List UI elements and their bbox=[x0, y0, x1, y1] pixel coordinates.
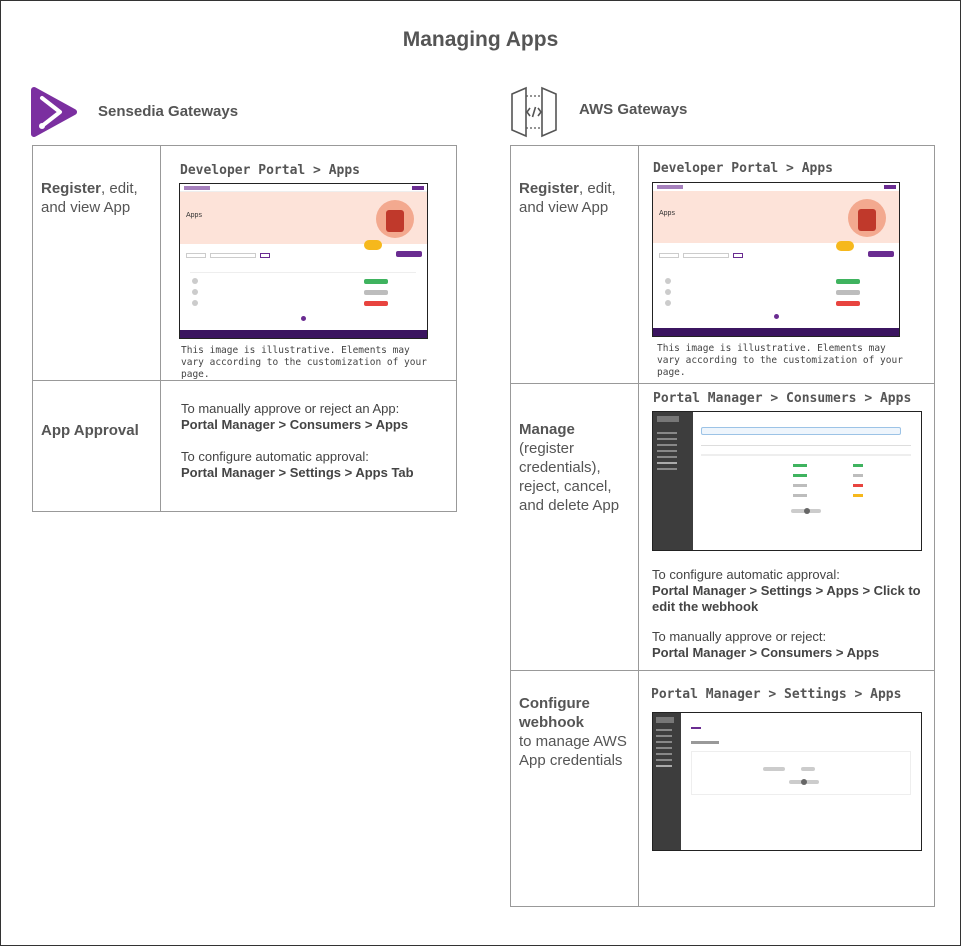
aws-dev-portal-screenshot: Apps bbox=[652, 182, 900, 337]
aws-settings-apps-screenshot bbox=[652, 712, 922, 851]
aws-row1-note: This image is illustrative. Elements may vary according to the customization of your page. bbox=[657, 343, 903, 378]
sensedia-heading: Sensedia Gateways bbox=[98, 103, 239, 120]
page-title: Managing Apps bbox=[402, 28, 559, 51]
sensedia-row1-note: This image is illustrative. Elements may vary according to the customization of your page. bbox=[181, 345, 427, 380]
sensedia-row2-text: To manually approve or reject an App: Portal Manager > Consumers > Apps To configure automatic approval: Portal Manager > Settings > Apps Tab bbox=[181, 401, 414, 480]
aws-heading: AWS Gateways bbox=[579, 101, 688, 118]
sensedia-row1-label: Register, edit, and view App bbox=[41, 180, 138, 216]
aws-row3-label: Configure webhook to manage AWS App credentials bbox=[519, 695, 627, 769]
aws-row1-path: Developer Portal > Apps bbox=[653, 161, 834, 176]
aws-row2-text: To configure automatic approval: Portal Manager > Settings > Apps > Click to edit the webhook To manually approve or reject: Portal Manager > Consumers > Apps bbox=[652, 567, 921, 660]
aws-row1-label: Register, edit, and view App bbox=[519, 180, 616, 216]
aws-gateway-code-icon bbox=[508, 86, 560, 138]
aws-consumers-apps-screenshot bbox=[652, 411, 922, 551]
sensedia-play-logo-icon bbox=[28, 86, 80, 138]
aws-row2-label: Manage (register credentials), reject, cancel, and delete App bbox=[519, 421, 620, 514]
sensedia-dev-portal-screenshot: Apps bbox=[179, 183, 428, 339]
aws-row2-path: Portal Manager > Consumers > Apps bbox=[653, 391, 912, 406]
sensedia-row1-path: Developer Portal > Apps bbox=[180, 163, 361, 178]
sensedia-row2-label-cell bbox=[32, 380, 161, 512]
aws-row3-path: Portal Manager > Settings > Apps bbox=[651, 687, 902, 702]
sensedia-row2-label: App Approval bbox=[41, 422, 139, 439]
